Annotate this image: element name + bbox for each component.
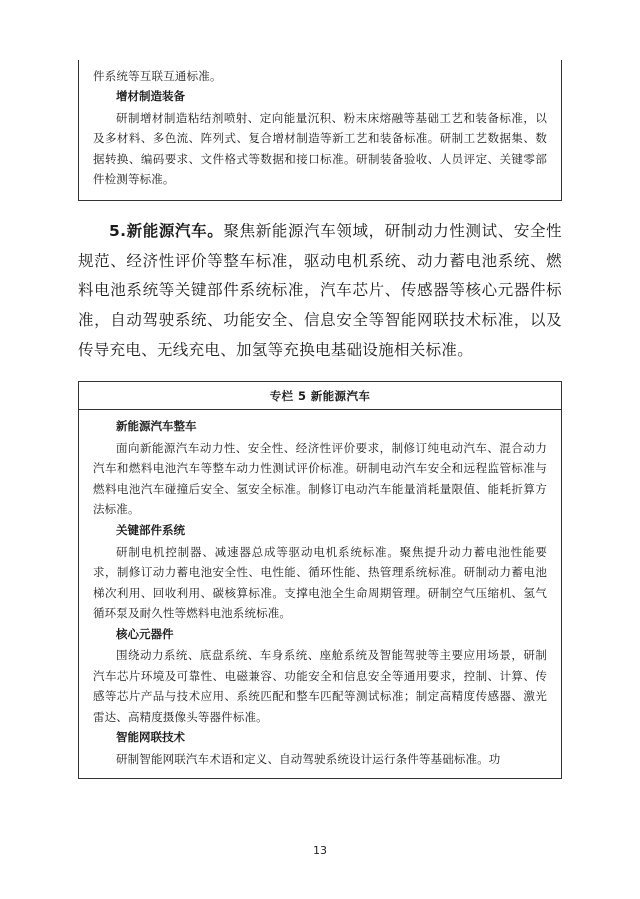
- callout-box-title: 专栏 5 新能源汽车: [79, 382, 561, 410]
- callout-item-paragraph-key-components: 研制电机控制器、减速器总成等驱动电机系统标准。聚焦提升动力蓄电池性能要求，制修订动力蓄电池安全性、电性能、循环性能、热管理系统标准。研制动力蓄电池梯次利用、回收利用、碳核算标准。支撑电池全生命周期管理。研制空气压缩机、氢气循环泵及耐久性等燃料电池系统标准。: [93, 544, 547, 621]
- continued-callout-box: [78, 60, 562, 201]
- callout-box-column-5: [78, 381, 562, 778]
- callout-item-heading-intelligent-connected: 智能网联技术: [116, 730, 185, 745]
- section-body-text: 聚焦新能源汽车领域，研制动力性测试、安全性规范、经济性评价等整车标准，驱动电机系统、动力蓄电池系统、燃料电池系统等关键部件系统标准，汽车芯片、传感器等核心元器件标准，自动驾驶系统、功能安全、信息安全等智能网联技术标准，以及传导充电、无线充电、加氢等充换电基础设施相关标准。: [78, 221, 562, 359]
- subsection-heading-additive-manufacturing: 增材制造装备: [116, 89, 185, 104]
- section-paragraph-new-energy-vehicles: [78, 217, 562, 366]
- subsection-paragraph-additive-manufacturing: 研制增材制造粘结剂喷射、定向能量沉积、粉末床熔融等基础工艺和装备标准，以及多材料、多色流、阵列式、复合增材制造等新工艺和装备标准。研制工艺数据集、数据转换、编码要求、文件格式等数据和接口标准。研制装备验收、人员评定、关键零部件检测等标准。: [93, 110, 547, 187]
- callout-item-paragraph-intelligent-connected: 研制智能网联汽车术语和定义、自动驾驶系统设计运行条件等基础标准。功: [116, 752, 501, 767]
- continued-text-line: 件系统等互联互通标准。: [93, 69, 222, 83]
- section-lead-label: 5.新能源汽车。: [109, 221, 224, 240]
- callout-item-heading-vehicle: 新能源汽车整车: [116, 419, 197, 434]
- callout-item-heading-key-components: 关键部件系统: [116, 522, 185, 537]
- callout-item-paragraph-core-devices: 围绕动力系统、底盘系统、车身系统、座舱系统及智能驾驶等主要应用场景，研制汽车芯片环境及可靠性、电磁兼容、功能安全和信息安全等通用要求，控制、计算、传感等芯片产品与技术应用、系统匹配和整车匹配等测试标准；制定高精度传感器、激光雷达、高精度摄像头等器件标准。: [93, 648, 547, 724]
- callout-item-heading-core-devices: 核心元器件: [116, 626, 174, 641]
- page-number: 13: [313, 844, 327, 857]
- callout-box-body: [79, 410, 561, 777]
- callout-item-paragraph-vehicle: 面向新能源汽车动力性、安全性、经济性评价要求，制修订纯电动汽车、混合动力汽车和燃料电池汽车等整车动力性测试评价标准。研制电动汽车安全和远程监管标准与燃料电池汽车碰撞后安全、氢安全标准。制修订电动汽车能量消耗量限值、能耗折算方法标准。: [93, 440, 547, 517]
